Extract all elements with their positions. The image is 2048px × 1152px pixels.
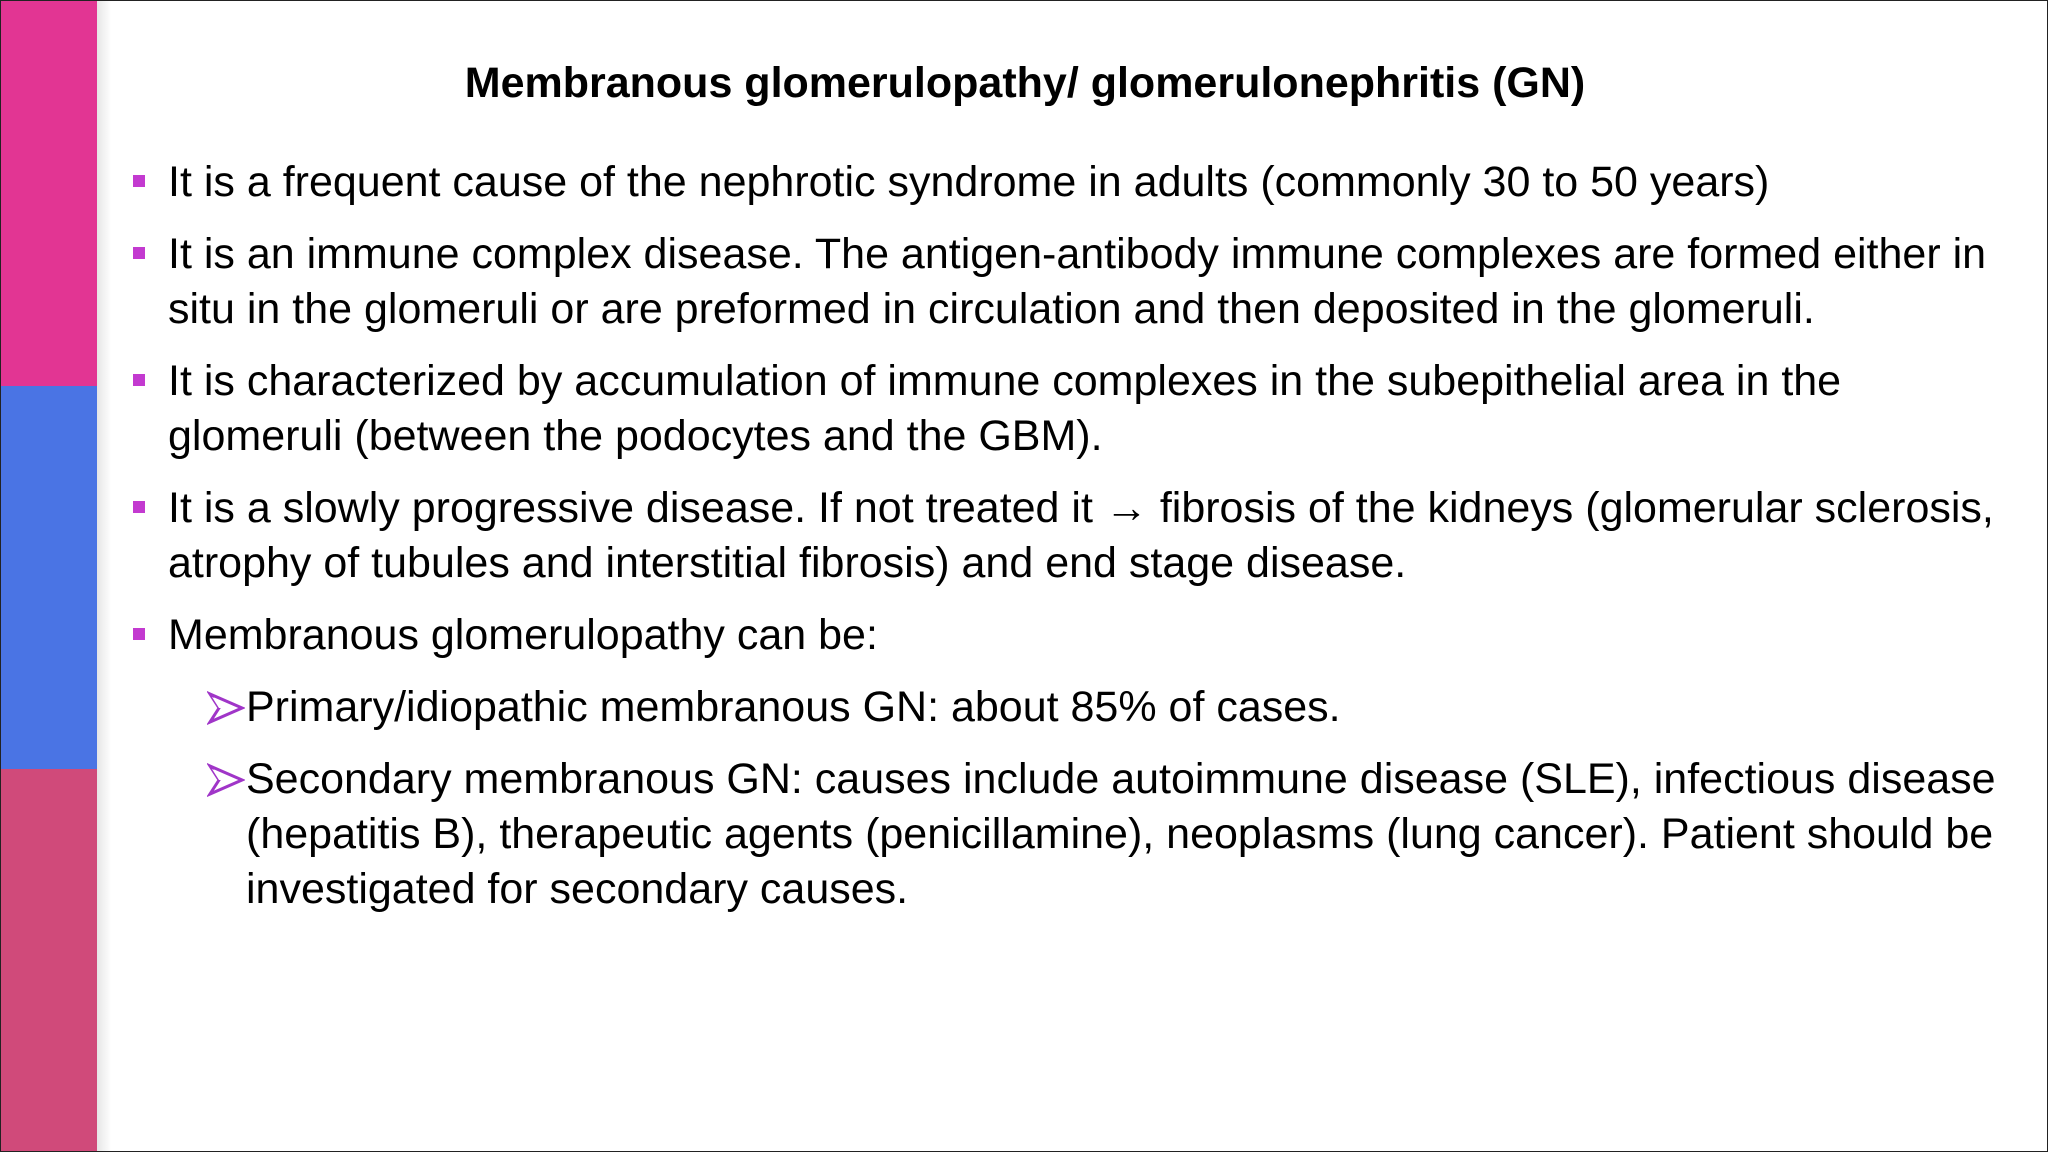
right-arrow-icon: → (1104, 484, 1148, 532)
sidebar-decoration (1, 1, 97, 1152)
bullet-item (133, 227, 2013, 337)
slide-title: Membranous glomerulopathy/ glomerulonephritis (GN) (464, 59, 1586, 107)
bullet-item (133, 481, 2013, 591)
bullet-item (133, 354, 2013, 464)
sidebar-pink-segment (1, 1, 97, 386)
square-bullet-icon (133, 628, 145, 640)
sub-bullet-item (133, 752, 2013, 917)
sidebar-blue-segment (1, 386, 97, 769)
sidebar-shadow (97, 1, 111, 1152)
square-bullet-icon (133, 175, 145, 187)
bullet-list (133, 155, 2013, 934)
bullet-text-after: fibrosis of the kidneys (glomerular sclerosis, atrophy of tubules and interstitial fibrosis) and end stage disease. (168, 484, 1994, 587)
sub-bullet-text: Primary/idiopathic membranous GN: about 85% of cases. (246, 683, 1341, 731)
bullet-text: It is an immune complex disease. The antigen-antibody immune complexes are formed either in situ in the glomeruli or are preformed in circulation and then deposited in the glomeruli. (168, 230, 1987, 333)
bullet-text: Membranous glomerulopathy can be: (168, 611, 878, 659)
sub-bullet-text: Secondary membranous GN: causes include autoimmune disease (SLE), infectious disease (hepatitis B), therapeutic agents (penicillamine), neoplasms (lung cancer). Patient should be investigated for secondary causes. (246, 755, 1996, 913)
bullet-item (133, 608, 2013, 663)
square-bullet-icon (133, 501, 145, 513)
arrow-bullet-icon (207, 763, 245, 797)
square-bullet-icon (133, 247, 145, 259)
bullet-text: It is a frequent cause of the nephrotic syndrome in adults (commonly 30 to 50 years) (168, 158, 1770, 206)
bullet-text: It is characterized by accumulation of immune complexes in the subepithelial area in the glomeruli (between the podocytes and the GBM). (168, 357, 1842, 460)
arrow-bullet-icon (207, 691, 245, 725)
square-bullet-icon (133, 374, 145, 386)
bullet-item (133, 155, 2013, 210)
bullet-text-before: It is a slowly progressive disease. If not treated it (168, 484, 1093, 532)
sidebar-rose-segment (1, 769, 97, 1152)
sub-bullet-item (133, 680, 2013, 735)
